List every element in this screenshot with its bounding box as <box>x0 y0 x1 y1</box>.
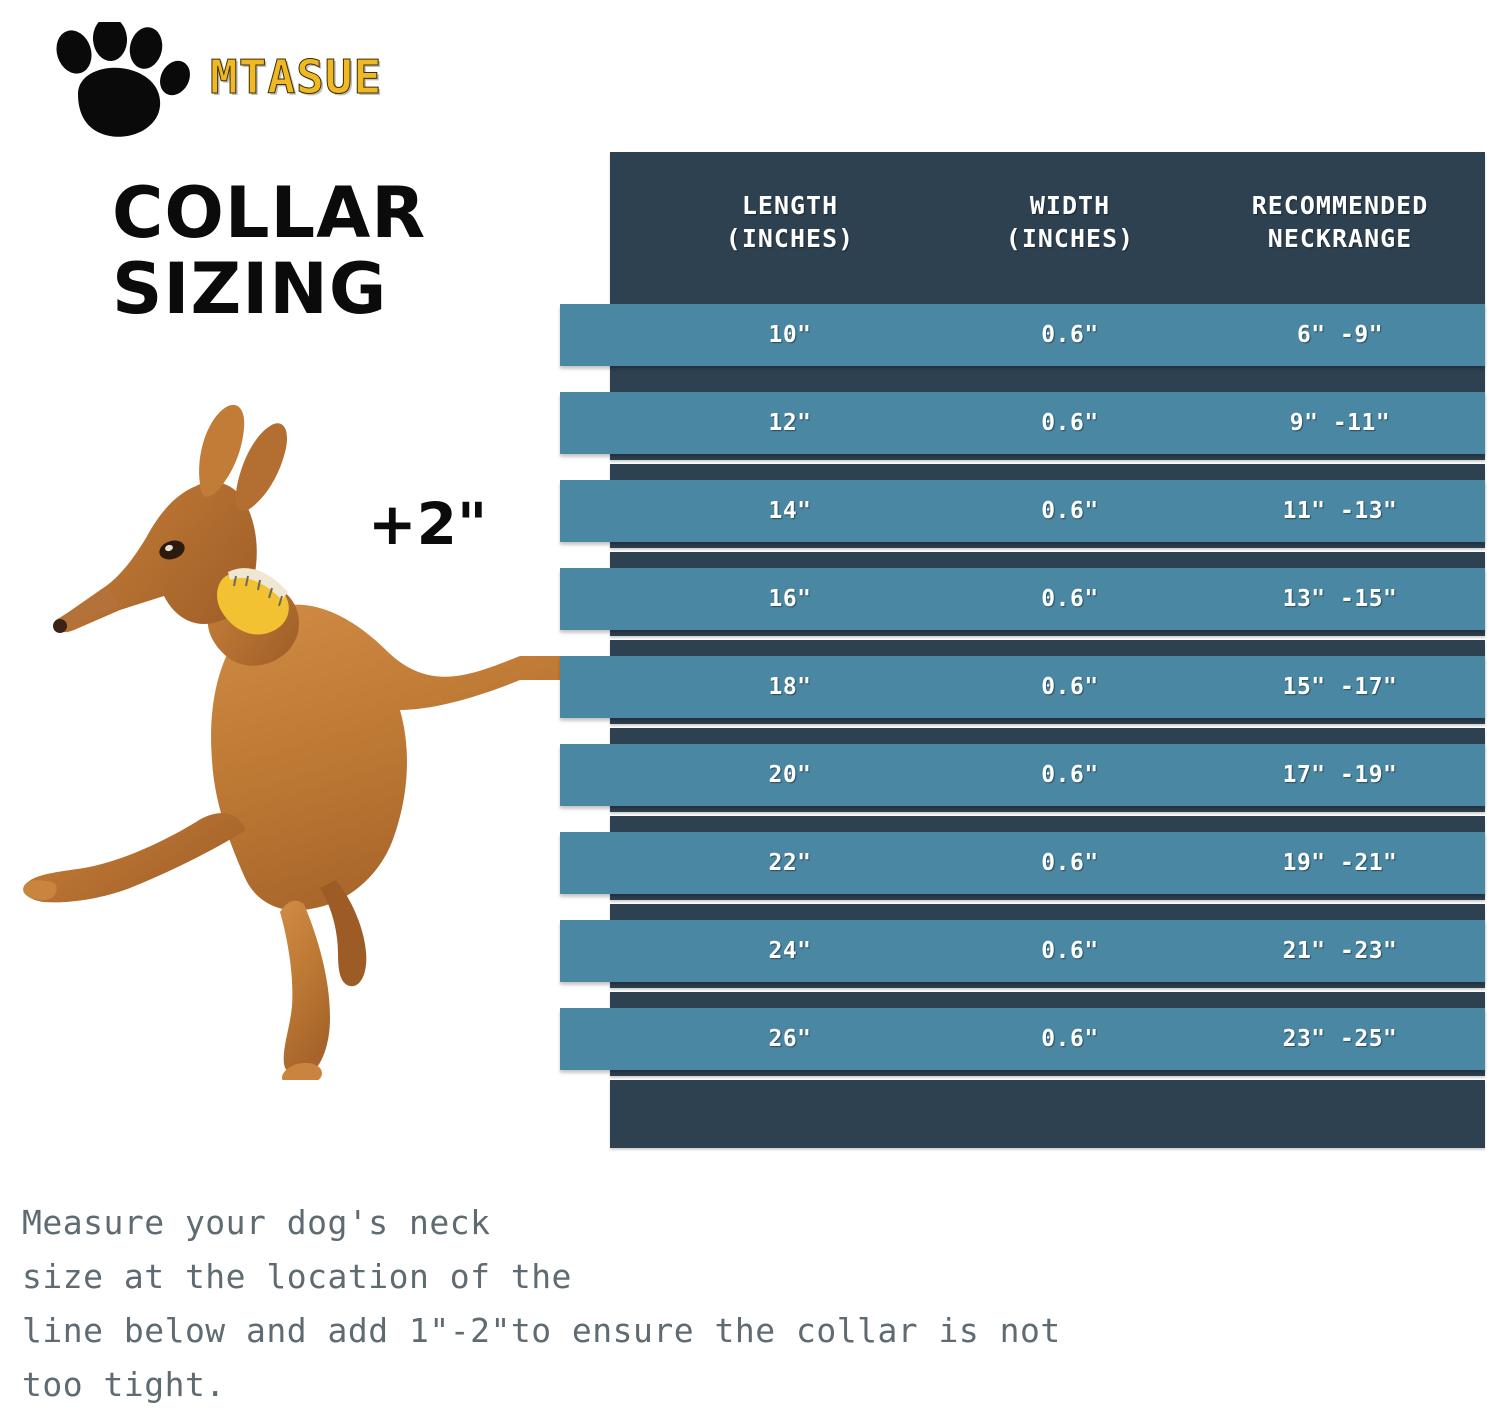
cell-length: 18" <box>768 674 812 700</box>
cell-neckrange: 23" -25" <box>1282 1026 1398 1052</box>
collar-sizing-table <box>560 152 1485 1182</box>
column-header-width: WIDTH (INCHES) <box>1005 191 1135 253</box>
cell-width: 0.6" <box>1041 498 1099 524</box>
footnote-line-3: line below and add 1"-2"to ensure the collar is not <box>22 1311 1061 1350</box>
cell-length: 24" <box>768 938 812 964</box>
table-row <box>560 480 1485 542</box>
cell-width: 0.6" <box>1041 586 1099 612</box>
cell-length: 16" <box>768 586 812 612</box>
page-title-line1: COLLAR <box>112 172 427 254</box>
table-row <box>560 568 1485 630</box>
cell-length: 22" <box>768 850 812 876</box>
cell-width: 0.6" <box>1041 850 1099 876</box>
cell-neckrange: 11" -13" <box>1282 498 1398 524</box>
footnote-line-2: size at the location of the <box>22 1257 572 1296</box>
column-header-neckrange: RECOMMENDED NECKRANGE <box>1251 191 1429 253</box>
table-row <box>560 304 1485 366</box>
cell-neckrange: 21" -23" <box>1282 938 1398 964</box>
cell-width: 0.6" <box>1041 1026 1099 1052</box>
table-row <box>560 656 1485 718</box>
table-row <box>560 832 1485 894</box>
cell-neckrange: 15" -17" <box>1282 674 1398 700</box>
table-bottom-band <box>610 1080 1485 1148</box>
table-header-band <box>610 152 1485 292</box>
footnote <box>22 1196 1482 1412</box>
table-row <box>560 920 1485 982</box>
brand-logo <box>30 14 500 134</box>
cell-neckrange: 19" -21" <box>1282 850 1398 876</box>
cell-neckrange: 17" -19" <box>1282 762 1398 788</box>
cell-width: 0.6" <box>1041 674 1099 700</box>
cell-neckrange: 13" -15" <box>1282 586 1398 612</box>
page-title <box>112 172 542 330</box>
cell-neckrange: 9" -11" <box>1289 410 1391 436</box>
table-row <box>560 1008 1485 1070</box>
cell-neckrange: 6" -9" <box>1296 322 1384 348</box>
footnote-line-4: too tight. <box>22 1365 226 1404</box>
table-row <box>560 392 1485 454</box>
cell-length: 26" <box>768 1026 812 1052</box>
paw-print-icon <box>36 22 196 142</box>
cell-length: 10" <box>768 322 812 348</box>
column-header-length: LENGTH (INCHES) <box>725 191 855 253</box>
dog-illustration <box>0 380 620 1080</box>
cell-length: 20" <box>768 762 812 788</box>
cell-length: 12" <box>768 410 812 436</box>
page-title-line2: SIZING <box>112 248 388 330</box>
table-row <box>560 744 1485 806</box>
plus-two-annotation: +2" <box>368 490 488 558</box>
brand-name: MTASUE <box>210 50 383 104</box>
cell-width: 0.6" <box>1041 322 1099 348</box>
cell-width: 0.6" <box>1041 938 1099 964</box>
footnote-line-1: Measure your dog's neck <box>22 1203 491 1242</box>
cell-width: 0.6" <box>1041 410 1099 436</box>
cell-width: 0.6" <box>1041 762 1099 788</box>
cell-length: 14" <box>768 498 812 524</box>
